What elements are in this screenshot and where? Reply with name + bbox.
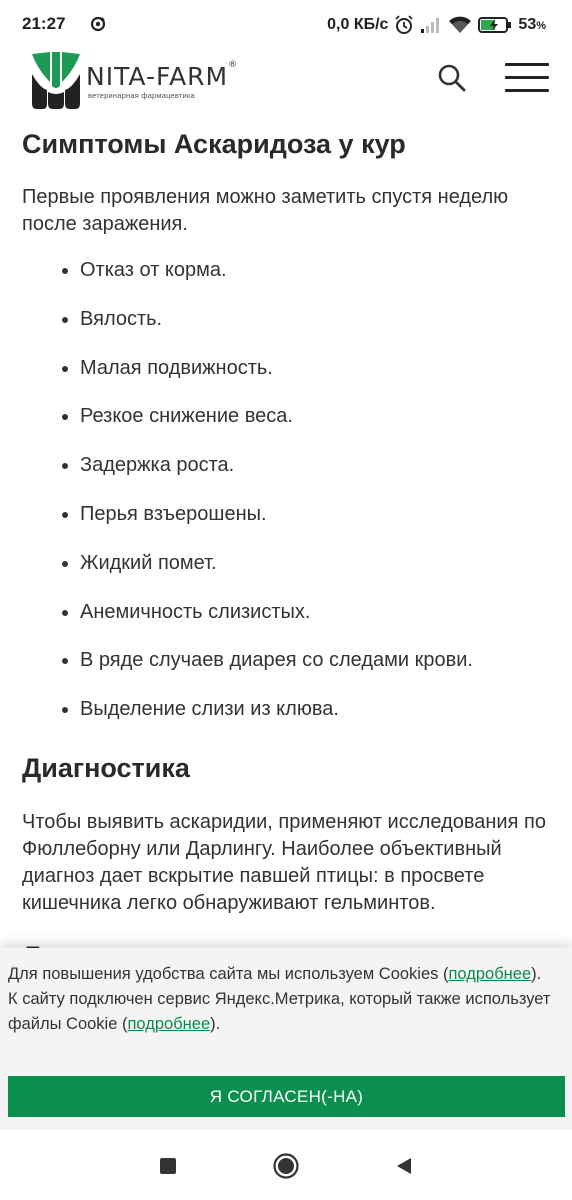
- logo-mark-icon: [30, 52, 82, 110]
- list-item: Анемичность слизистых.: [62, 600, 473, 649]
- symptoms-intro: Первые проявления можно заметить спустя неделю после заражения.: [22, 186, 509, 235]
- list-item: Жидкий помет.: [62, 551, 473, 600]
- battery-percent: 53%: [518, 16, 546, 33]
- home-button[interactable]: [272, 1152, 300, 1180]
- logo[interactable]: [30, 52, 250, 110]
- list-item: Выделение слизи из клюва.: [62, 697, 473, 746]
- menu-icon: [505, 63, 551, 92]
- network-speed: 0,0 КБ/с: [327, 16, 389, 33]
- battery-icon: [478, 16, 512, 34]
- list-item: В ряде случаев диарея со следами крови.: [62, 648, 473, 697]
- status-bar: [0, 0, 572, 50]
- list-item: Малая подвижность.: [62, 356, 473, 405]
- recents-icon: [159, 1157, 177, 1175]
- list-item: Отказ от корма.: [62, 258, 473, 307]
- logo-tagline: ветеринарная фармацевтика: [88, 91, 195, 100]
- menu-button[interactable]: [505, 63, 551, 93]
- search-button[interactable]: [436, 62, 468, 94]
- back-button[interactable]: [390, 1152, 418, 1180]
- sync-icon: [90, 16, 106, 32]
- system-nav-bar: [0, 1130, 572, 1200]
- wifi-icon: [448, 16, 472, 34]
- cookie-banner: [0, 948, 572, 1130]
- alarm-icon: [394, 15, 414, 35]
- status-right-group: [327, 13, 546, 37]
- site-header: [0, 50, 572, 116]
- search-icon: [436, 62, 468, 94]
- cookie-text: Для повышения удобства сайта мы используем Cookies (подробнее). К сайту подключен сервис Яндекс.Метрика, который также использует файлы Cookie (подробнее).: [8, 965, 551, 1033]
- cookie-more-link[interactable]: подробнее: [448, 965, 532, 983]
- signal-icon: [420, 16, 442, 34]
- list-item: Задержка роста.: [62, 453, 473, 502]
- metrika-more-link[interactable]: подробнее: [127, 1015, 211, 1033]
- list-item: Перья взъерошены.: [62, 502, 473, 551]
- home-icon: [272, 1152, 300, 1180]
- back-icon: [394, 1156, 414, 1176]
- status-time: 21:27: [22, 14, 66, 33]
- list-item: Вялость.: [62, 307, 473, 356]
- diagnostics-text: Чтобы выявить аскаридии, применяют исследования по Фюллеборну или Дарлингу. Наиболее объективный диагноз дает вскрытие павшей птицы: в просвете кишечника легко обнаруживают гельминтов.: [22, 811, 546, 914]
- cookie-agree-button[interactable]: Я СОГЛАСЕН(-НА): [8, 1076, 565, 1117]
- recents-button[interactable]: [154, 1152, 182, 1180]
- symptoms-list: [62, 258, 473, 746]
- logo-name: NITA-FARM®: [86, 60, 239, 91]
- diagnostics-heading: Диагностика: [22, 753, 190, 783]
- list-item: Резкое снижение веса.: [62, 404, 473, 453]
- symptoms-heading: Симптомы Аскаридоза у кур: [22, 129, 406, 159]
